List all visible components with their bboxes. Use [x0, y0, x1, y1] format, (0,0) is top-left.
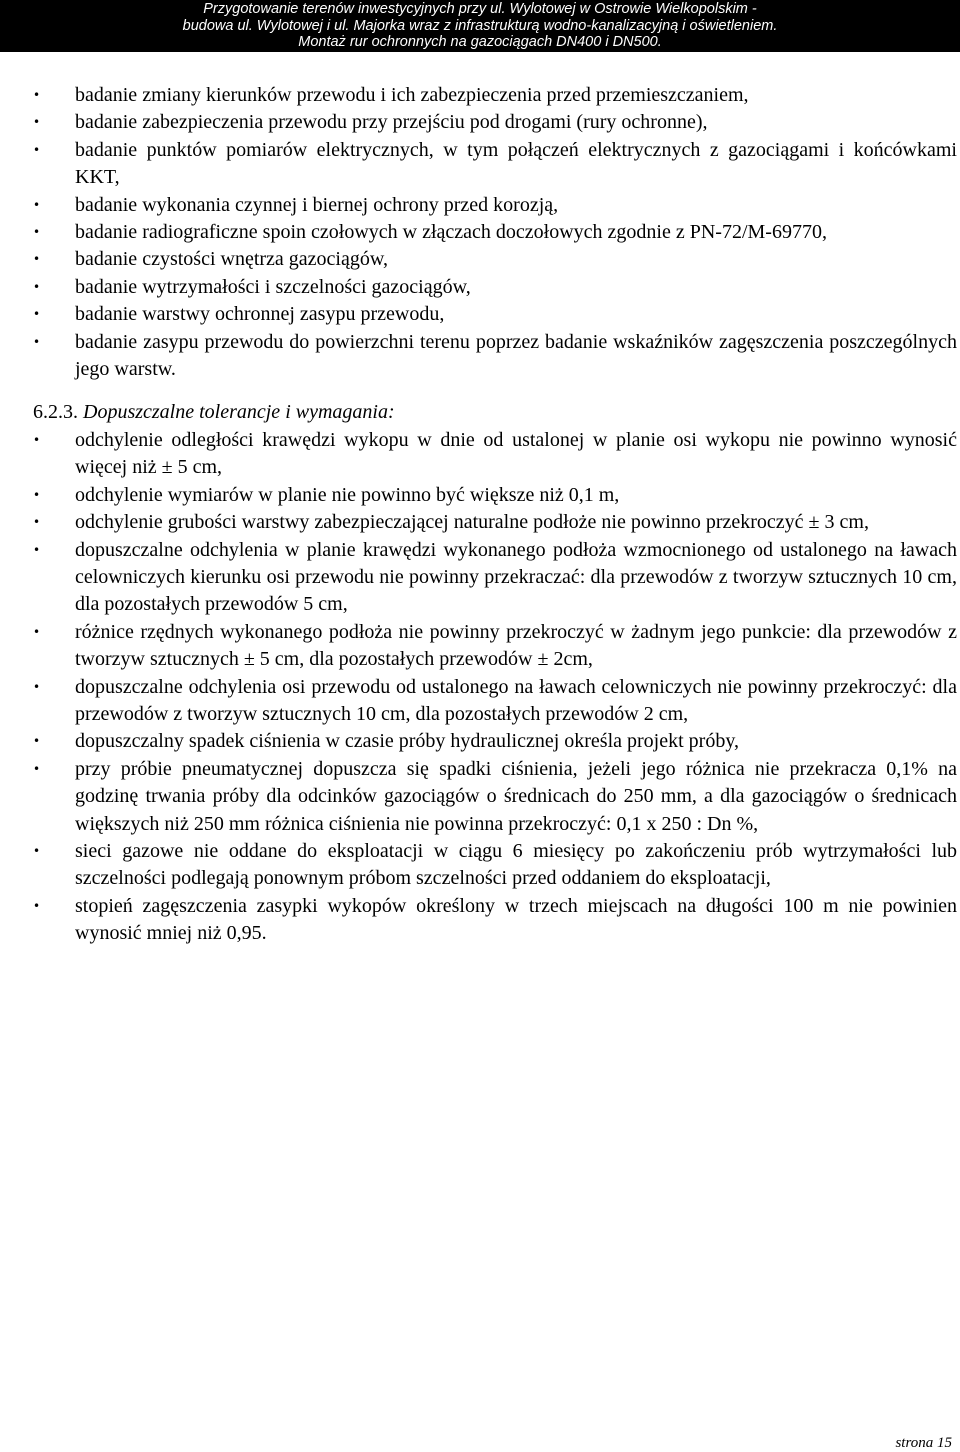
header-line-3: Montaż rur ochronnych na gazociągach DN400 i DN500.	[298, 34, 662, 50]
list-item: • odchylenie wymiarów w planie nie powinno być większe niż 0,1 m,	[33, 482, 957, 509]
list-item: • odchylenie grubości warstwy zabezpieczającej naturalne podłoże nie powinno przekroczyć ± 3 cm,	[33, 509, 957, 536]
header-line-2: budowa ul. Wylotowej i ul. Majorka wraz z infrastrukturą wodno-kanalizacyjną i oświetleniem.	[182, 17, 778, 34]
list-item: • odchylenie odległości krawędzi wykopu w dnie od ustalonej w planie osi wykopu nie powinno wynosić więcej niż ± 5 cm,	[33, 427, 957, 482]
document-body	[33, 82, 957, 948]
tolerances-list	[33, 427, 957, 948]
list-item: • stopień zagęszczenia zasypki wykopów określony w trzech miejscach na długości 100 m nie powinien wynosić mniej niż 0,95.	[33, 893, 957, 948]
list-item: • dopuszczalne odchylenia osi przewodu od ustalonego na ławach celowniczych nie powinny przekroczyć: dla przewodów z tworzyw sztucznych 10 cm, dla pozostałych przewodów 2 cm,	[33, 674, 957, 729]
list-item: • badanie warstwy ochronnej zasypu przewodu,	[33, 301, 957, 328]
list-item: • sieci gazowe nie oddane do eksploatacji w ciągu 6 miesięcy po zakończeniu prób wytrzymałości lub szczelności podlegają ponownym próbom szczelności przed oddaniem do eksploatacji,	[33, 838, 957, 893]
document-header	[0, 0, 960, 52]
list-item: • dopuszczalne odchylenia w planie krawędzi wykonanego podłoża wzmocnionego od ustalonego na ławach celowniczych kierunku osi przewodu nie powinny przekraczać: dla przewodów z tworzyw sztucznych 10 cm, dla pozostałych przewodów 5 cm,	[33, 537, 957, 619]
list-item: • różnice rzędnych wykonanego podłoża nie powinny przekroczyć w żadnym jego punkcie: dla przewodów z tworzyw sztucznych ± 5 cm, dla pozostałych przewodów ± 2cm,	[33, 619, 957, 674]
inspection-list	[33, 82, 957, 383]
list-item: • badanie zabezpieczenia przewodu przy przejściu pod drogami (rury ochronne),	[33, 109, 957, 136]
list-item: • badanie czystości wnętrza gazociągów,	[33, 246, 957, 273]
list-item: • badanie zasypu przewodu do powierzchni terenu poprzez badanie wskaźników zagęszczenia poszczególnych jego warstw.	[33, 329, 957, 384]
section-heading	[33, 399, 957, 426]
list-item: • badanie radiograficzne spoin czołowych w złączach doczołowych zgodnie z PN-72/M-69770,	[33, 219, 957, 246]
header-line-1: Przygotowanie terenów inwestycyjnych przy ul. Wylotowej w Ostrowie Wielkopolskim -	[203, 1, 757, 17]
page-number: strona 15	[895, 1435, 952, 1451]
list-item: • badanie punktów pomiarów elektrycznych, w tym połączeń elektrycznych z gazociągami i końcówkami KKT,	[33, 137, 957, 192]
list-item: • dopuszczalny spadek ciśnienia w czasie próby hydraulicznej określa projekt próby,	[33, 728, 957, 755]
section-title: Dopuszczalne tolerancje i wymagania:	[83, 401, 395, 424]
list-item: • badanie zmiany kierunków przewodu i ich zabezpieczenia przed przemieszczaniem,	[33, 82, 957, 109]
list-item: • przy próbie pneumatycznej dopuszcza się spadki ciśnienia, jeżeli jego różnica nie przekracza 0,1% na godzinę trwania próby dla odcinków gazociągów o średnicach do 250 mm, a dla gazociągów o średnicach większych niż 250 mm różnica ciśnienia nie powinna przekroczyć: 0,1 x 250 : Dn %,	[33, 756, 957, 838]
list-item: • badanie wytrzymałości i szczelności gazociągów,	[33, 274, 957, 301]
section-number: 6.2.3.	[33, 401, 78, 424]
list-item: • badanie wykonania czynnej i biernej ochrony przed korozją,	[33, 192, 957, 219]
